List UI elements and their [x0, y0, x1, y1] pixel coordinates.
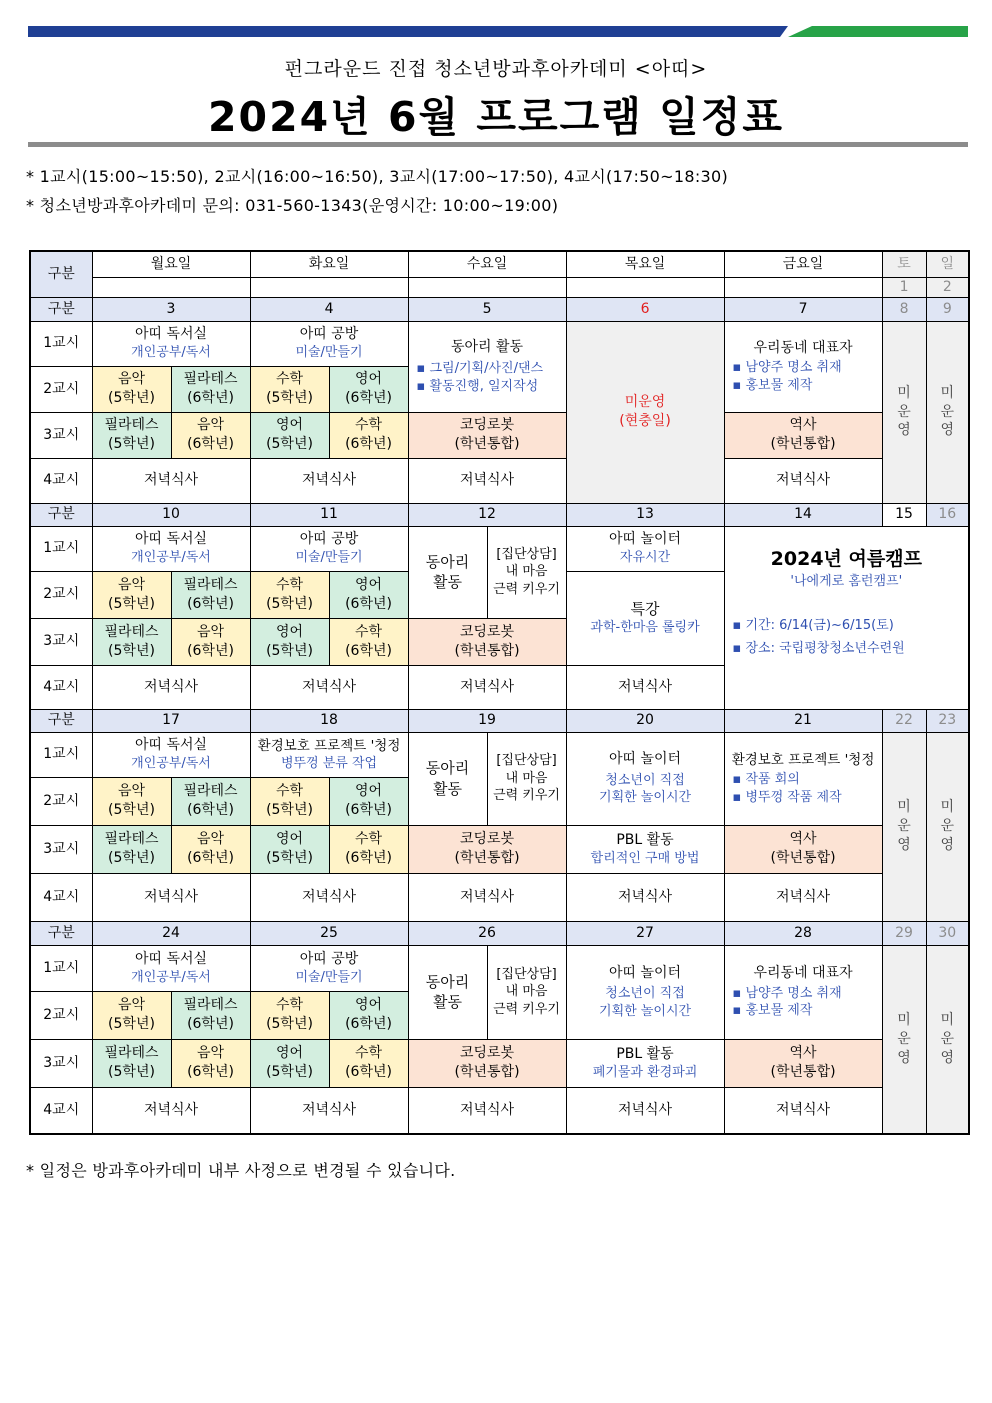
- activity-sub: (학년통합): [770, 1064, 836, 1080]
- blank-cell: [566, 277, 724, 297]
- period-2: 2교시: [30, 571, 92, 618]
- date-cell: 13: [566, 503, 724, 526]
- club-cell: 동아리 활동: [408, 732, 487, 825]
- date-cell: 14: [724, 503, 882, 526]
- activity-cell: [250, 945, 408, 991]
- closed-text: 미운영: [897, 799, 911, 853]
- camp-subtitle: '나에게로 홈런캠프': [790, 574, 903, 589]
- period-2: 2교시: [30, 366, 92, 412]
- dinner-cell: 저녁식사: [250, 873, 408, 921]
- dinner-cell: 저녁식사: [250, 1087, 408, 1134]
- closed-cell: [926, 321, 969, 503]
- class-cell: 필라테스 (5학년): [92, 1039, 171, 1087]
- class-cell: 필라테스 (5학년): [92, 412, 171, 458]
- activity-cell: [724, 945, 882, 1039]
- top-color-bar: [28, 26, 968, 37]
- activity-cell: [92, 945, 250, 991]
- activity-title: 아띠 독서실: [134, 950, 208, 967]
- closed-text: 미운영: [940, 384, 955, 439]
- activity-cell: [724, 321, 882, 412]
- activity-title: 아띠 공방: [299, 531, 359, 548]
- schedule-table: [29, 250, 970, 1135]
- class-cell: 음악 (5학년): [92, 366, 171, 412]
- dinner-cell: 저녁식사: [566, 665, 724, 709]
- class-cell: 수학 (6학년): [329, 618, 408, 665]
- activity-title: 코딩로봇: [459, 623, 515, 640]
- activity-title: 아띠 놀이터: [609, 531, 682, 548]
- dinner-cell: 저녁식사: [566, 873, 724, 921]
- activity-cell: [724, 732, 882, 825]
- coding-cell: [408, 618, 566, 665]
- class-cell: 수학 (5학년): [250, 777, 329, 825]
- activity-title: 동아리 활동: [451, 338, 524, 355]
- period-4: 4교시: [30, 665, 92, 709]
- closed-text: 미운영: [624, 394, 666, 411]
- pbl-cell: [566, 825, 724, 873]
- class-cell: 수학 (5학년): [250, 991, 329, 1039]
- history-cell: [724, 825, 882, 873]
- date-cell: 26: [408, 921, 566, 945]
- date-cell: 29: [882, 921, 926, 945]
- activity-sub: 병뚜껑 분류 작업: [280, 755, 378, 771]
- activity-cell: [92, 321, 250, 366]
- date-cell: 22: [882, 709, 926, 732]
- activity-title: 역사: [789, 417, 817, 434]
- activity-title: 특강: [630, 600, 660, 619]
- date-cell: 4: [250, 297, 408, 321]
- date-cell: 15: [882, 503, 926, 526]
- date-cell: 17: [92, 709, 250, 732]
- activity-title: 아띠 놀이터: [609, 751, 682, 767]
- day-sun: 일: [926, 251, 969, 277]
- title-divider: [28, 142, 968, 147]
- activity-sub: (학년통합): [454, 436, 520, 452]
- activity-title: 환경보호 프로젝트 '청정: [731, 751, 875, 768]
- dinner-cell: 저녁식사: [408, 665, 566, 709]
- date-cell: 20: [566, 709, 724, 732]
- date-cell: 3: [92, 297, 250, 321]
- date-cell: 27: [566, 921, 724, 945]
- activity-sub: 개인공부/독서: [131, 550, 211, 566]
- class-cell: 음악 (5학년): [92, 991, 171, 1039]
- blank-cell: [724, 277, 882, 297]
- class-cell: 영어 (6학년): [329, 777, 408, 825]
- bullet: ▪ 홍보물 제작: [732, 377, 813, 393]
- counsel-cell: [집단상담] 내 마음 근력 키우기: [487, 945, 566, 1039]
- activity-title: PBL 활동: [616, 831, 674, 848]
- bullet: ▪ 장소: 국립평창청소년수련원: [732, 641, 905, 657]
- activity-title: 아띠 놀이터: [609, 964, 682, 981]
- date-cell: 5: [408, 297, 566, 321]
- dinner-cell: 저녁식사: [724, 458, 882, 503]
- blue-bar: [28, 26, 788, 37]
- dinner-cell: 저녁식사: [250, 458, 408, 503]
- date-cell: 18: [250, 709, 408, 732]
- day-wed: 수요일: [408, 251, 566, 277]
- activity-cell: [250, 526, 408, 571]
- closed-cell: [882, 732, 926, 921]
- period-1: 1교시: [30, 321, 92, 366]
- blank-cell: [250, 277, 408, 297]
- change-notice: * 일정은 방과후아카데미 내부 사정으로 변경될 수 있습니다.: [26, 1161, 456, 1180]
- period-4: 4교시: [30, 458, 92, 503]
- date-cell-holiday: 6: [566, 297, 724, 321]
- page-title: 2024년 6월 프로그램 일정표: [208, 93, 784, 141]
- activity-sub: (학년통합): [770, 436, 836, 452]
- summer-camp-cell: [724, 526, 969, 709]
- pbl-cell: [566, 1039, 724, 1087]
- class-cell: 수학 (5학년): [250, 571, 329, 618]
- dinner-cell: 저녁식사: [92, 873, 250, 921]
- activity-title: 우리동네 대표자: [753, 339, 853, 356]
- activity-title: 아띠 독서실: [134, 737, 208, 754]
- class-cell: 음악 (6학년): [171, 412, 250, 458]
- bullet: ▪ 병뚜껑 작품 제작: [732, 789, 842, 805]
- activity-title: 코딩로봇: [459, 417, 515, 434]
- day-thu: 목요일: [566, 251, 724, 277]
- date-cell: 23: [926, 709, 969, 732]
- activity-title: 역사: [789, 1045, 817, 1062]
- class-cell: 영어 (6학년): [329, 366, 408, 412]
- activity-title: 코딩로봇: [459, 1045, 515, 1062]
- period-2: 2교시: [30, 777, 92, 825]
- dinner-cell: 저녁식사: [408, 458, 566, 503]
- class-cell: 음악 (6학년): [171, 1039, 250, 1087]
- activity-title: 아띠 독서실: [134, 326, 208, 343]
- class-cell: 영어 (6학년): [329, 571, 408, 618]
- period-4: 4교시: [30, 873, 92, 921]
- activity-sub: 청소년이 직접 기획한 놀이시간: [599, 986, 692, 1019]
- activity-cell: [566, 526, 724, 571]
- class-cell: 영어 (6학년): [329, 991, 408, 1039]
- closed-cell: [926, 732, 969, 921]
- activity-sub: 합리적인 구매 방법: [590, 850, 700, 866]
- activity-cell: [92, 732, 250, 777]
- activity-sub: 미술/만들기: [295, 969, 363, 985]
- class-cell: 영어 (5학년): [250, 618, 329, 665]
- class-cell: 필라테스 (5학년): [92, 618, 171, 665]
- class-cell: 수학 (6학년): [329, 825, 408, 873]
- date-cell: 30: [926, 921, 969, 945]
- activity-sub: (학년통합): [454, 850, 520, 866]
- class-cell: 음악 (5학년): [92, 571, 171, 618]
- date-cell: 8: [882, 297, 926, 321]
- dinner-cell: 저녁식사: [92, 458, 250, 503]
- club-cell: [408, 321, 566, 412]
- period-2: 2교시: [30, 991, 92, 1039]
- activity-sub: (학년통합): [454, 1064, 520, 1080]
- closed-text: 미운영: [897, 384, 911, 439]
- activity-sub: 청소년이 직접 기획한 놀이시간: [599, 772, 692, 806]
- date-cell: 10: [92, 503, 250, 526]
- coding-cell: [408, 825, 566, 873]
- week-gubun: 구분: [30, 297, 92, 321]
- closed-reason: (현충일): [619, 413, 671, 429]
- period-1: 1교시: [30, 732, 92, 777]
- activity-title: 코딩로봇: [459, 831, 515, 848]
- class-cell: 필라테스 (6학년): [171, 777, 250, 825]
- activity-cell: [566, 945, 724, 1039]
- activity-cell: [250, 321, 408, 366]
- activity-sub: 개인공부/독서: [131, 756, 211, 772]
- activity-title: PBL 활동: [616, 1045, 674, 1062]
- bullet: ▪ 남양주 명소 취재: [732, 360, 842, 376]
- class-cell: 음악 (5학년): [92, 777, 171, 825]
- date-cell: 19: [408, 709, 566, 732]
- dinner-cell: 저녁식사: [92, 1087, 250, 1134]
- counsel-cell: [집단상담] 내 마음 근력 키우기: [487, 732, 566, 825]
- activity-cell: [92, 526, 250, 571]
- coding-cell: [408, 1039, 566, 1087]
- closed-holiday-cell: [566, 321, 724, 503]
- bullet: ▪ 작품 회의: [732, 772, 800, 788]
- activity-title: 역사: [789, 831, 817, 848]
- activity-sub: 과학-한마음 롤링카: [590, 620, 700, 636]
- day-mon: 월요일: [92, 251, 250, 277]
- period-3: 3교시: [30, 825, 92, 873]
- class-cell: 필라테스 (6학년): [171, 571, 250, 618]
- class-cell: 수학 (6학년): [329, 1039, 408, 1087]
- week-gubun: 구분: [30, 503, 92, 526]
- activity-title: 아띠 독서실: [134, 531, 208, 548]
- activity-title: 환경보호 프로젝트 '청정: [257, 737, 401, 754]
- closed-text: 미운영: [940, 799, 955, 853]
- coding-cell: [408, 412, 566, 458]
- counsel-cell: [집단상담] 내 마음 근력 키우기: [487, 526, 566, 618]
- dinner-cell: 저녁식사: [92, 665, 250, 709]
- period-3: 3교시: [30, 1039, 92, 1087]
- period-3: 3교시: [30, 412, 92, 458]
- dinner-cell: 저녁식사: [250, 665, 408, 709]
- club-cell: 동아리 활동: [408, 526, 487, 618]
- closed-text: 미운영: [897, 1011, 911, 1066]
- class-cell: 음악 (6학년): [171, 825, 250, 873]
- history-cell: [724, 412, 882, 458]
- activity-title: 우리동네 대표자: [753, 965, 853, 981]
- activity-sub: 개인공부/독서: [131, 969, 211, 985]
- date-cell: 24: [92, 921, 250, 945]
- class-cell: 음악 (6학년): [171, 618, 250, 665]
- activity-sub: (학년통합): [770, 850, 836, 866]
- date-cell: 16: [926, 503, 969, 526]
- dinner-cell: 저녁식사: [724, 873, 882, 921]
- date-cell: 12: [408, 503, 566, 526]
- class-cell: 수학 (5학년): [250, 366, 329, 412]
- contact-note: * 청소년방과후아카데미 문의: 031-560-1343(운영시간: 10:00~19:00): [26, 196, 559, 215]
- period-1: 1교시: [30, 526, 92, 571]
- activity-sub: 개인공부/독서: [131, 345, 211, 361]
- activity-cell: [250, 732, 408, 777]
- closed-cell: [926, 945, 969, 1134]
- period-4: 4교시: [30, 1087, 92, 1134]
- bullet: ▪ 남양주 명소 취재: [732, 985, 842, 1001]
- activity-title: 아띠 공방: [299, 326, 359, 343]
- header-gubun: 구분: [30, 251, 92, 297]
- activity-sub: 폐기물과 환경파괴: [592, 1064, 698, 1080]
- class-cell: 필라테스 (6학년): [171, 366, 250, 412]
- special-lecture-cell: [566, 571, 724, 665]
- period-times-note: * 1교시(15:00~15:50), 2교시(16:00~16:50), 3교시(17:00~17:50), 4교시(17:50~18:30): [26, 167, 729, 186]
- green-bar: [788, 26, 968, 37]
- activity-cell: [566, 732, 724, 825]
- activity-title: 아띠 공방: [299, 950, 359, 967]
- date-cell: 25: [250, 921, 408, 945]
- day-fri: 금요일: [724, 251, 882, 277]
- closed-cell: [882, 321, 926, 503]
- date-sat: 1: [882, 277, 926, 297]
- class-cell: 필라테스 (6학년): [171, 991, 250, 1039]
- day-tue: 화요일: [250, 251, 408, 277]
- class-cell: 수학 (6학년): [329, 412, 408, 458]
- date-cell: 28: [724, 921, 882, 945]
- period-3: 3교시: [30, 618, 92, 665]
- dinner-cell: 저녁식사: [724, 1087, 882, 1134]
- dinner-cell: 저녁식사: [408, 1087, 566, 1134]
- bullet: ▪ 기간: 6/14(금)~6/15(토): [732, 617, 894, 633]
- activity-sub: 자유시간: [619, 550, 671, 566]
- closed-cell: [882, 945, 926, 1134]
- bullet: ▪ 활동진행, 일지작성: [416, 378, 539, 394]
- class-cell: 필라테스 (5학년): [92, 825, 171, 873]
- class-cell: 영어 (5학년): [250, 412, 329, 458]
- class-cell: 영어 (5학년): [250, 1039, 329, 1087]
- blank-cell: [92, 277, 250, 297]
- activity-sub: (학년통합): [454, 642, 520, 659]
- history-cell: [724, 1039, 882, 1087]
- date-cell: 11: [250, 503, 408, 526]
- date-sun: 2: [926, 277, 969, 297]
- date-cell: 21: [724, 709, 882, 732]
- period-1: 1교시: [30, 945, 92, 991]
- activity-sub: 미술/만들기: [295, 550, 363, 566]
- bullet: ▪ 그림/기획/사진/댄스: [416, 361, 544, 377]
- date-cell: 9: [926, 297, 969, 321]
- dinner-cell: 저녁식사: [408, 873, 566, 921]
- blank-cell: [408, 277, 566, 297]
- dinner-cell: 저녁식사: [566, 1087, 724, 1134]
- week-gubun: 구분: [30, 921, 92, 945]
- closed-text: 미운영: [940, 1011, 955, 1066]
- activity-sub: 미술/만들기: [295, 345, 363, 361]
- camp-title: 2024년 여름캠프: [770, 548, 922, 571]
- bullet: ▪ 홍보물 제작: [732, 1003, 813, 1019]
- page-subtitle: 펀그라운드 진접 청소년방과후아카데미 <아띠>: [284, 58, 708, 80]
- club-cell: 동아리 활동: [408, 945, 487, 1039]
- day-sat: 토: [882, 251, 926, 277]
- date-cell: 7: [724, 297, 882, 321]
- week-gubun: 구분: [30, 709, 92, 732]
- class-cell: 영어 (5학년): [250, 825, 329, 873]
